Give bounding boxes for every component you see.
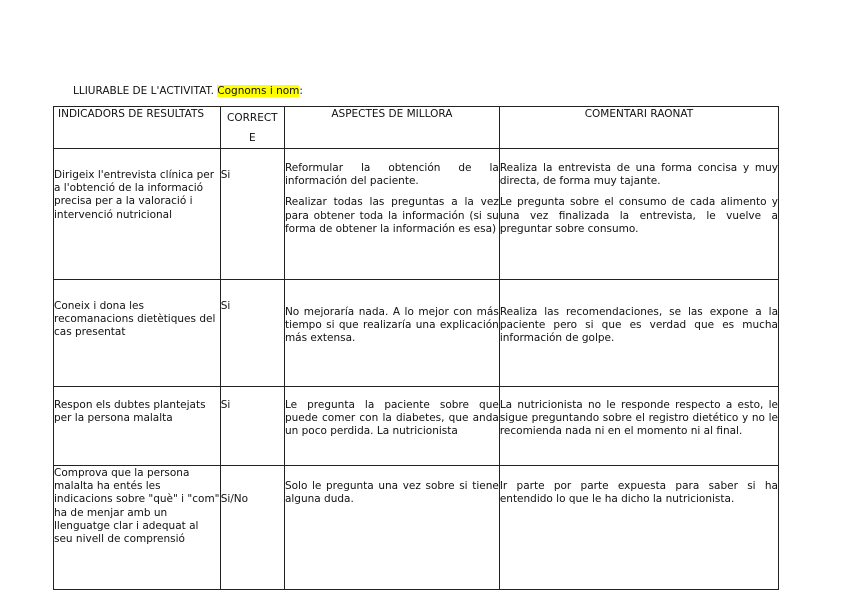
- header-comment: COMENTARI RAONAT: [499, 107, 778, 149]
- aspects-cell: Le pregunta la paciente sobre que puede comer con la diabetes, que anda un poco perdida. La nutricionista: [284, 387, 499, 466]
- deliverable-heading: [73, 85, 303, 98]
- comment-paragraph: Realiza la entrevista de una forma concisa y muy directa, de forma muy tajante.: [499, 162, 778, 188]
- table-row: [54, 280, 779, 387]
- heading-suffix: :: [299, 85, 303, 97]
- correct-cell: Si: [220, 149, 284, 280]
- indicator-cell: Comprova que la persona malalta ha entés les indicacions sobre "què" i "com" ha de menjar amb un llenguatge clar i adequat al seu nivell de comprensió: [54, 466, 221, 590]
- comment-cell: La nutricionista no le responde respecto a esto, le sigue preguntando sobre el registro dietético y no le recomienda nada ni en el momento ni al final.: [499, 387, 778, 466]
- header-correct-line2: E: [249, 132, 256, 144]
- aspects-paragraph: Realizar todas las preguntas a la vez para obtener toda la información (si su forma de obtener la información es esa): [284, 196, 499, 235]
- correct-cell: Si/No: [220, 466, 284, 590]
- correct-cell: Si: [220, 387, 284, 466]
- table-row: [54, 466, 779, 590]
- aspects-paragraph: Reformular la obtención de la información del paciente.: [284, 162, 499, 188]
- header-indicators: INDICADORS DE RESULTATS: [54, 107, 221, 149]
- header-aspects: ASPECTES DE MILLORA: [284, 107, 499, 149]
- aspects-cell: No mejoraría nada. A lo mejor con más tiempo si que realizaría una explicación más extensa.: [284, 280, 499, 387]
- table-row: [54, 149, 779, 280]
- aspects-cell: Solo le pregunta una vez sobre si tiene alguna duda.: [284, 466, 499, 590]
- table-header-row: [54, 107, 779, 149]
- indicator-cell: Dirigeix l'entrevista clínica per a l'obtenció de la informació precisa per a la valoració i intervenció nutricional: [54, 149, 221, 280]
- header-correct-line1: CORRECT: [227, 112, 278, 124]
- table-row: [54, 387, 779, 466]
- evaluation-table: [53, 106, 779, 590]
- indicator-cell: Coneix i dona les recomanacions dietètiques del cas presentat: [54, 280, 221, 387]
- comment-paragraph: Le pregunta sobre el consumo de cada alimento y una vez finalizada la entrevista, le vuelve a preguntar sobre consumo.: [499, 196, 778, 235]
- aspects-cell: [284, 149, 499, 280]
- header-correct: [220, 107, 284, 149]
- comment-cell: [499, 149, 778, 280]
- indicator-cell: Respon els dubtes plantejats per la persona malalta: [54, 387, 221, 466]
- comment-cell: Ir parte por parte expuesta para saber si ha entendido lo que le ha dicho la nutricionista.: [499, 466, 778, 590]
- heading-prefix: LLIURABLE DE L'ACTIVITAT.: [73, 85, 218, 97]
- name-field-highlight: Cognoms i nom: [217, 85, 300, 97]
- correct-cell: Si: [220, 280, 284, 387]
- comment-cell: Realiza las recomendaciones, se las expone a la paciente pero si que es verdad que es mucha información de golpe.: [499, 280, 778, 387]
